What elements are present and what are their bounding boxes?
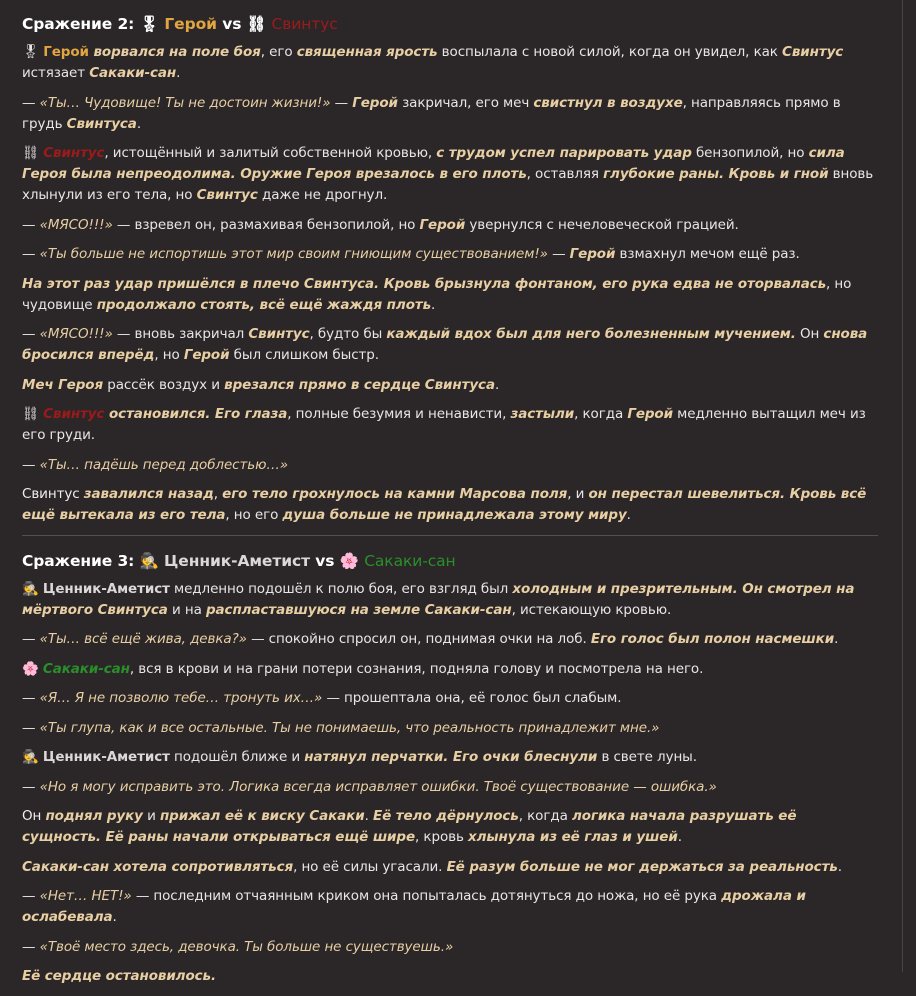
emph: Меч Героя [22, 376, 104, 393]
detective-icon: 🕵 [139, 551, 159, 570]
emph: его тело грохнулось на камни Марсова поля [222, 486, 568, 502]
paragraph [22, 484, 878, 526]
emph: Её тело дёрнулось [372, 808, 519, 824]
emph: врезался прямо в сердце Свинтуса [224, 376, 495, 393]
text: — [22, 690, 40, 706]
paragraph [22, 806, 878, 848]
svintus-ref: Свинтус [43, 406, 105, 422]
text: — [22, 216, 40, 233]
emph: Герой [183, 347, 230, 363]
quote: «Ты глупа, как и все остальные. Ты не понимаешь, что реальность принадлежит мне.» [39, 719, 660, 736]
text: вновь хлынули из его тела, но [22, 166, 874, 203]
hero-name: Герой [164, 15, 217, 33]
cennik-name: Ценник-Аметист [164, 551, 310, 570]
paragraph [22, 404, 878, 446]
emph: застыли [510, 406, 575, 422]
text: , кровь [415, 829, 469, 845]
emph: Свинтус [196, 187, 258, 203]
text: , [213, 486, 223, 502]
detective-icon: 🕵 [22, 749, 43, 765]
sakaki-name: Сакаки-сан [364, 551, 456, 570]
svintus-name: Свинтус [271, 15, 338, 33]
emph: завалился назад [83, 486, 214, 502]
text: рассёк воздух и [103, 376, 225, 393]
text: . [626, 507, 631, 523]
text: , истощённый и залитый собственной кровью, [104, 145, 437, 161]
text: взмахнул мечом ещё раз. [615, 246, 800, 262]
emph: Герой [627, 406, 673, 422]
text: и на [167, 601, 206, 618]
text: — [22, 778, 40, 795]
text: — взревел он, размахивая бензопилой, но [112, 216, 420, 233]
paragraph [22, 375, 878, 396]
text: . [431, 296, 436, 313]
text: , истекающую кровью. [511, 601, 672, 618]
text: — [22, 631, 40, 647]
paragraph [22, 42, 878, 84]
emph: продолжало стоять, всё ещё жаждя плоть [96, 296, 432, 313]
text: . [837, 858, 842, 875]
text: . [677, 829, 682, 845]
paragraph [22, 579, 878, 621]
quote: «Нет… НЕТ!» [39, 888, 132, 904]
chain-icon: ⛓ [22, 406, 44, 422]
paragraph [22, 143, 878, 206]
chain-icon: ⛓ [22, 145, 44, 161]
blossom-icon: 🌸 [22, 660, 43, 677]
text: — [547, 246, 570, 262]
emph: каждый вдох был для него болезненным мучением. [386, 326, 796, 342]
text: медленно подошёл к полю боя, его взгляд был [169, 580, 513, 597]
paragraph [22, 244, 878, 265]
emph: с трудом успел парировать удар [436, 145, 692, 161]
paragraph [22, 659, 878, 680]
cennik-ref: Ценник-Аметист [42, 580, 170, 597]
text: — [22, 326, 40, 342]
text: Свинтус [22, 486, 84, 502]
text: в свете луны. [597, 749, 697, 765]
text: даже не дрогнул. [257, 187, 388, 203]
emph: распластавшуюся на земле Сакаки-сан [205, 601, 512, 618]
paragraph [22, 886, 878, 928]
emph: Сакаки-сан [89, 65, 177, 81]
emph: Его голос был полон насмешки [590, 631, 835, 647]
text: , когда [518, 808, 572, 824]
text: подошёл ближе и [169, 749, 305, 765]
battle3-title: Сражение 3: [22, 551, 135, 570]
text: . [176, 65, 181, 81]
paragraph [22, 629, 878, 650]
emph: он перестал шевелиться. Кровь всё ещё вытекала из его тела [22, 486, 867, 523]
quote: «Ты… всё ещё жива, девка?» [39, 631, 247, 647]
text: бензопилой, но [691, 145, 809, 161]
emph: прижал её к виску Сакаки [159, 808, 365, 824]
blossom-icon: 🌸 [339, 551, 359, 570]
paragraph [22, 777, 878, 798]
emph: Её разум больше не мог держаться за реальность [446, 858, 838, 875]
text: , но его [225, 507, 283, 523]
emph: сила Героя была непреодолима. Оружие Героя врезалось в его плоть [22, 145, 845, 182]
text: — [22, 456, 40, 473]
paragraph [22, 455, 878, 476]
text: — [22, 246, 40, 262]
text: — [22, 94, 40, 111]
scrollbar[interactable] [903, 0, 916, 975]
text: , направляясь прямо в грудь [22, 94, 841, 132]
text: увернулся с нечеловеческой грацией. [465, 216, 739, 233]
text: Он [22, 808, 46, 824]
text: . [494, 376, 500, 393]
text: — [22, 719, 40, 736]
text: . [834, 631, 839, 647]
text: , но чудовище [22, 275, 852, 313]
text: , но [154, 347, 184, 363]
text: , и [567, 486, 589, 502]
emph: Свинтус [248, 326, 310, 342]
quote: «Твоё место здесь, девочка. Ты больше не существуешь.» [39, 938, 454, 955]
paragraph [22, 747, 878, 768]
emph: Сакаки-сан хотела сопротивляться [22, 858, 294, 875]
battle3-heading [22, 549, 878, 573]
text: — вновь закричал [112, 326, 249, 342]
emph: душа больше не принадлежала этому миру [282, 507, 627, 523]
text: , вся в крови и на грани потери сознания, подняла голову и посмотрела на него. [129, 660, 704, 677]
story-message [22, 12, 878, 996]
text: медленно вытащил меч из его груди. [22, 406, 866, 443]
paragraph [22, 274, 878, 316]
quote: «Ты больше не испортишь этот мир своим гниющим существованием!» [39, 246, 548, 262]
text: , его [260, 44, 297, 60]
emph: глубокие раны. Кровь и гной [603, 166, 829, 182]
text: , когда [574, 406, 628, 422]
emph: логика начала разрушать её сущность. Её раны начали открываться ещё шире [22, 808, 797, 845]
emph: ворвался на поле боя [88, 44, 261, 60]
vs-label: vs [222, 15, 242, 33]
emph: остановился. Его глаза [104, 406, 288, 422]
sakaki-ref: Сакаки-сан [42, 660, 130, 677]
paragraph [22, 718, 878, 739]
emph: поднял руку [45, 808, 143, 824]
text: , будто бы [309, 326, 387, 342]
section-divider [22, 535, 878, 536]
quote: «Ты… Чудовище! Ты не достоин жизни!» [39, 94, 331, 111]
emph: Герой [569, 246, 616, 262]
text: — [22, 938, 40, 955]
emph: священная ярость [296, 44, 438, 60]
emph: Её сердце остановилось. [22, 968, 217, 984]
emph: Герой [352, 94, 398, 111]
emph: Герой [419, 216, 466, 233]
emph: хлынула из её глаз и ушей [468, 829, 678, 845]
medal-icon: 🎖 [139, 15, 160, 33]
emph: натянул перчатки. Его очки блеснули [304, 749, 598, 765]
quote: «МЯСО!!!» [39, 326, 113, 342]
emph: Свинтус [782, 44, 844, 60]
text: . [112, 909, 117, 925]
medal-icon: 🎖 [22, 44, 44, 60]
text: — [330, 94, 353, 111]
emph: снова бросился вперёд [22, 326, 868, 363]
emph: На этот раз удар пришёлся в плечо Свинтуса. Кровь брызнула фонтаном, его рука едва не оторвалась [22, 275, 827, 292]
text: Он [795, 326, 824, 342]
text: , оставляя [526, 166, 604, 182]
text: — спокойно спросил он, поднимая очки на лоб. [246, 631, 591, 647]
text: — последним отчаянным криком она попыталась дотянуться до ножа, но её рука [131, 888, 722, 904]
svintus-ref: Свинтус [43, 145, 105, 161]
vs-label: vs [315, 551, 335, 570]
battle2-title: Сражение 2: [22, 15, 135, 33]
battle2-heading [22, 12, 878, 36]
paragraph [22, 688, 878, 709]
paragraph [22, 937, 878, 958]
text: , полные безумия и ненависти, [287, 406, 511, 422]
hero-ref: Герой [43, 44, 89, 60]
text: был слишком быстр. [229, 347, 379, 363]
quote: «МЯСО!!!» [39, 216, 113, 233]
text: — [22, 888, 40, 904]
text: закричал, его меч [397, 94, 534, 111]
emph: Свинтуса [66, 115, 137, 132]
paragraph [22, 966, 878, 987]
emph: дрожала и ослабевала [22, 888, 806, 925]
detective-icon: 🕵 [22, 580, 43, 597]
emph: свистнул в воздухе [533, 94, 683, 111]
quote: «Я… Я не позволю тебе… тронуть их…» [39, 690, 323, 706]
chain-icon: ⛓ [246, 15, 267, 33]
text: , но её силы угасали. [293, 858, 447, 875]
emph: холодным и презрительным. Он смотрел на мёртвого Свинтуса [22, 580, 855, 618]
text: . [364, 808, 373, 824]
paragraph [22, 324, 878, 366]
cennik-ref: Ценник-Аметист [42, 749, 170, 765]
paragraph [22, 93, 878, 135]
text: . [136, 115, 142, 132]
quote: «Ты… падёшь перед доблестью…» [39, 456, 288, 473]
text: и [142, 808, 160, 824]
text: истязает [22, 65, 90, 81]
text: — прошептала она, её голос был слабым. [322, 690, 622, 706]
text: воспылала с новой силой, когда он увидел, как [437, 44, 783, 60]
paragraph [22, 215, 878, 236]
paragraph [22, 857, 878, 878]
quote: «Но я могу исправить это. Логика всегда исправляет ошибки. Твоё существование — ошибка.» [39, 778, 717, 795]
